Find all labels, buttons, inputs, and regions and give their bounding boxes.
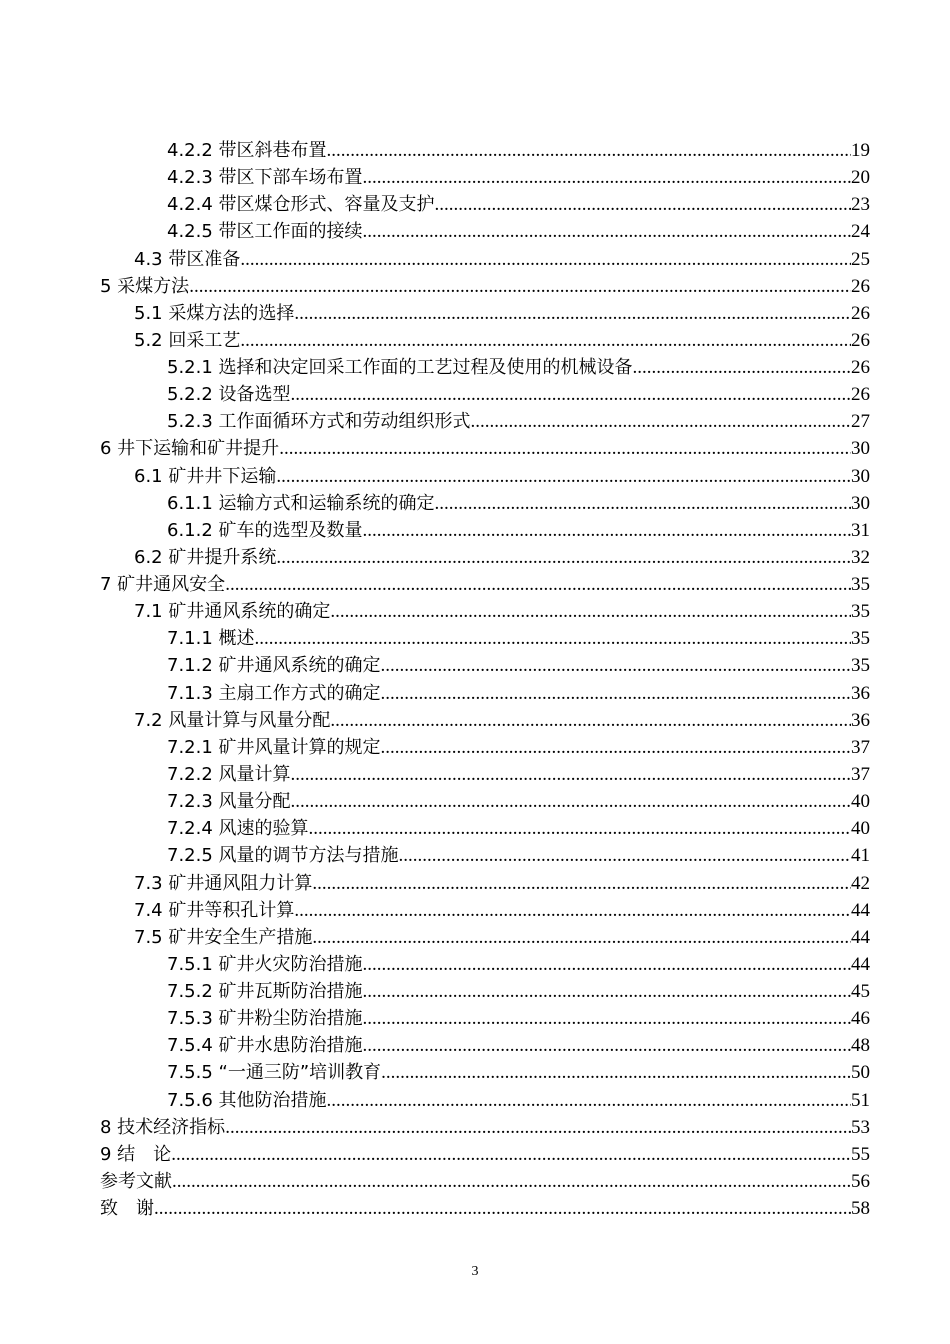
toc-entry-page: 26 [851,329,870,351]
toc-entry-title: 7.5.1 矿井火灾防治措施 [167,953,363,975]
toc-entry-title: 4.2.3 带区下部车场布置 [167,167,363,189]
dot-leader [312,870,851,897]
toc-entry-page: 44 [851,899,870,921]
dot-leader [309,815,851,842]
toc-entry[interactable] [134,598,870,625]
toc-entry[interactable] [167,354,870,381]
toc-entry-page: 27 [851,411,870,433]
dot-leader [225,1114,851,1141]
toc-entry-title: 致 谢 [100,1198,154,1220]
dot-leader [291,761,851,788]
toc-entry[interactable] [167,517,870,544]
toc-entry-title: 4.2.5 带区工作面的接续 [167,221,363,243]
toc-entry-title: 6.1.1 运输方式和运输系统的确定 [167,492,435,514]
toc-entry[interactable] [167,1087,870,1114]
toc-entry[interactable] [167,218,870,245]
toc-entry-page: 26 [851,302,870,324]
toc-entry-page: 41 [851,845,870,867]
toc-entry[interactable] [100,1195,870,1222]
dot-leader [363,517,851,544]
toc-entry-title: 7.3 矿井通风阻力计算 [134,872,313,894]
toc-entry-page: 58 [851,1198,870,1220]
toc-entry-page: 26 [851,357,870,379]
toc-entry-page: 35 [851,574,870,596]
toc-entry[interactable] [134,897,870,924]
toc-entry-title: 7.5.4 矿井水患防治措施 [167,1035,363,1057]
toc-entry-title: 5.2.1 选择和决定回采工作面的工艺过程及使用的机械设备 [167,357,633,379]
toc-entry[interactable] [134,707,870,734]
dot-leader [294,300,851,327]
toc-entry-title: 7.2.5 风量的调节方法与措施 [167,845,399,867]
toc-entry[interactable] [100,435,870,462]
toc-entry-title: 4.2.2 带区斜巷布置 [167,140,327,161]
toc-entry[interactable] [167,1059,870,1086]
toc-entry-page: 53 [851,1116,870,1138]
toc-entry[interactable] [134,246,870,273]
toc-entry-title: 7.1.1 概述 [167,628,255,650]
toc-entry-page: 30 [851,438,870,460]
toc-entry[interactable] [134,544,870,571]
toc-entry-page: 56 [851,1170,870,1192]
toc-entry-page: 50 [851,1062,870,1084]
toc-entry[interactable] [100,1114,870,1141]
toc-entry[interactable] [167,408,870,435]
dot-leader [435,191,851,218]
dot-leader [363,1032,851,1059]
toc-entry-page: 51 [851,1089,870,1111]
toc-entry-title: 5.2 回采工艺 [134,329,241,351]
toc-entry-page: 26 [851,384,870,406]
toc-entry[interactable] [167,652,870,679]
toc-entry[interactable] [100,1168,870,1195]
dot-leader [294,897,851,924]
dot-leader [633,354,851,381]
dot-leader [363,1005,851,1032]
toc-entry-title: 8 技术经济指标 [100,1116,226,1138]
dot-leader [381,734,851,761]
toc-entry-title: 7.1 矿井通风系统的确定 [134,601,331,623]
toc-entry[interactable] [167,625,870,652]
toc-entry-title: 7.5.5 “一通三防”培训教育 [167,1062,382,1084]
toc-entry-page: 36 [851,682,870,704]
toc-entry-page: 44 [851,953,870,975]
toc-entry-title: 6 井下运输和矿井提升 [100,438,280,460]
toc-entry-title: 4.3 带区准备 [134,248,241,270]
dot-leader [381,1059,851,1086]
toc-entry[interactable] [167,137,870,164]
toc-entry-title: 7.2 风量计算与风量分配 [134,709,331,731]
toc-entry-page: 40 [851,791,870,813]
dot-leader [381,680,851,707]
toc-entry-title: 7.2.2 风量计算 [167,763,291,785]
toc-entry-title: 7.2.3 风量分配 [167,791,291,813]
toc-entry[interactable] [100,1141,870,1168]
dot-leader [327,1087,851,1114]
toc-entry-page: 24 [851,221,870,243]
toc-entry-page: 46 [851,1008,870,1030]
toc-entry-title: 7 矿井通风安全 [100,574,226,596]
dot-leader [276,544,851,571]
toc-entry-title: 5.2.2 设备选型 [167,384,291,406]
dot-leader [381,652,851,679]
dot-leader [312,924,851,951]
toc-entry[interactable] [167,842,870,869]
dot-leader [363,218,851,245]
dot-leader [189,273,851,300]
dot-leader [255,625,851,652]
toc-entry-title: 6.1 矿井井下运输 [134,465,277,487]
toc-entry-title: 6.2 矿井提升系统 [134,546,277,568]
dot-leader [291,381,851,408]
toc-entry-title: 7.5 矿井安全生产措施 [134,926,313,948]
toc-entry-page: 32 [851,546,870,568]
dot-leader [172,1168,851,1195]
toc-entry-page: 30 [851,465,870,487]
toc-entry[interactable] [167,788,870,815]
toc-entry-title: 7.2.1 矿井风量计算的规定 [167,736,381,758]
toc-entry-page: 37 [851,736,870,758]
toc-entry-title: 7.5.3 矿井粉尘防治措施 [167,1008,363,1030]
dot-leader [363,978,851,1005]
toc-entry-title: 5 采煤方法 [100,275,190,297]
toc-entry-page: 20 [851,167,870,189]
toc-entry[interactable] [167,1032,870,1059]
toc-entry[interactable] [167,1005,870,1032]
toc-entry-title: 4.2.4 带区煤仓形式、容量及支护 [167,194,435,216]
toc-entry-page: 48 [851,1035,870,1057]
toc-entry[interactable] [167,381,870,408]
dot-leader [240,246,851,273]
toc-entry[interactable] [167,680,870,707]
toc-entry-page: 35 [851,628,870,650]
toc-entry[interactable] [167,978,870,1005]
toc-entry-title: 6.1.2 矿车的选型及数量 [167,519,363,541]
dot-leader [471,408,851,435]
toc-entry-page: 31 [851,519,870,541]
toc-entry-title: 9 结 论 [100,1143,172,1165]
dot-leader [225,571,851,598]
toc-entry[interactable] [167,951,870,978]
dot-leader [276,463,851,490]
toc-entry-page: 26 [851,275,870,297]
toc-entry[interactable] [100,571,870,598]
toc-entry[interactable] [134,327,870,354]
toc-entry-title: 7.5.6 其他防治措施 [167,1089,327,1111]
dot-leader [291,788,851,815]
page-number: 3 [471,1264,479,1279]
dot-leader [363,164,851,191]
toc-entry-page: 19 [851,140,870,161]
toc-entry-page: 40 [851,818,870,840]
dot-leader [399,842,851,869]
toc-entry-page: 44 [851,926,870,948]
toc-entry[interactable] [134,870,870,897]
toc-entry-page: 42 [851,872,870,894]
toc-entry-title: 5.1 采煤方法的选择 [134,302,295,324]
toc-entry-title: 7.4 矿井等积孔计算 [134,899,295,921]
toc-entry[interactable] [100,273,870,300]
toc-entry-page: 35 [851,655,870,677]
toc-entry-title: 7.5.2 矿井瓦斯防治措施 [167,981,363,1003]
toc-entry-title: 5.2.3 工作面循环方式和劳动组织形式 [167,411,471,433]
toc-entry-page: 45 [851,981,870,1003]
toc-entry-page: 55 [851,1143,870,1165]
toc-entry[interactable] [167,490,870,517]
dot-leader [171,1141,851,1168]
dot-leader [363,951,851,978]
toc-entry-page: 23 [851,194,870,216]
toc-entry-page: 36 [851,709,870,731]
toc-entry-page: 37 [851,763,870,785]
toc-entry-title: 参考文献 [100,1170,172,1192]
toc-entry-page: 35 [851,601,870,623]
toc-entry[interactable] [167,191,870,218]
toc-entry-title: 7.1.3 主扇工作方式的确定 [167,682,381,704]
dot-leader [330,707,851,734]
dot-leader [327,137,851,164]
dot-leader [330,598,851,625]
toc-entry[interactable] [134,924,870,951]
dot-leader [154,1195,851,1222]
toc-entry[interactable] [167,734,870,761]
toc-entry[interactable] [167,815,870,842]
toc-entry[interactable] [134,300,870,327]
toc-entry[interactable] [167,164,870,191]
toc-entry-page: 30 [851,492,870,514]
toc-entry-title: 7.1.2 矿井通风系统的确定 [167,655,381,677]
dot-leader [435,490,851,517]
toc-entry-page: 25 [851,248,870,270]
dot-leader [279,435,851,462]
toc-entry[interactable] [134,463,870,490]
toc-entry[interactable] [167,761,870,788]
dot-leader [240,327,851,354]
toc-entry-title: 7.2.4 风速的验算 [167,818,309,840]
